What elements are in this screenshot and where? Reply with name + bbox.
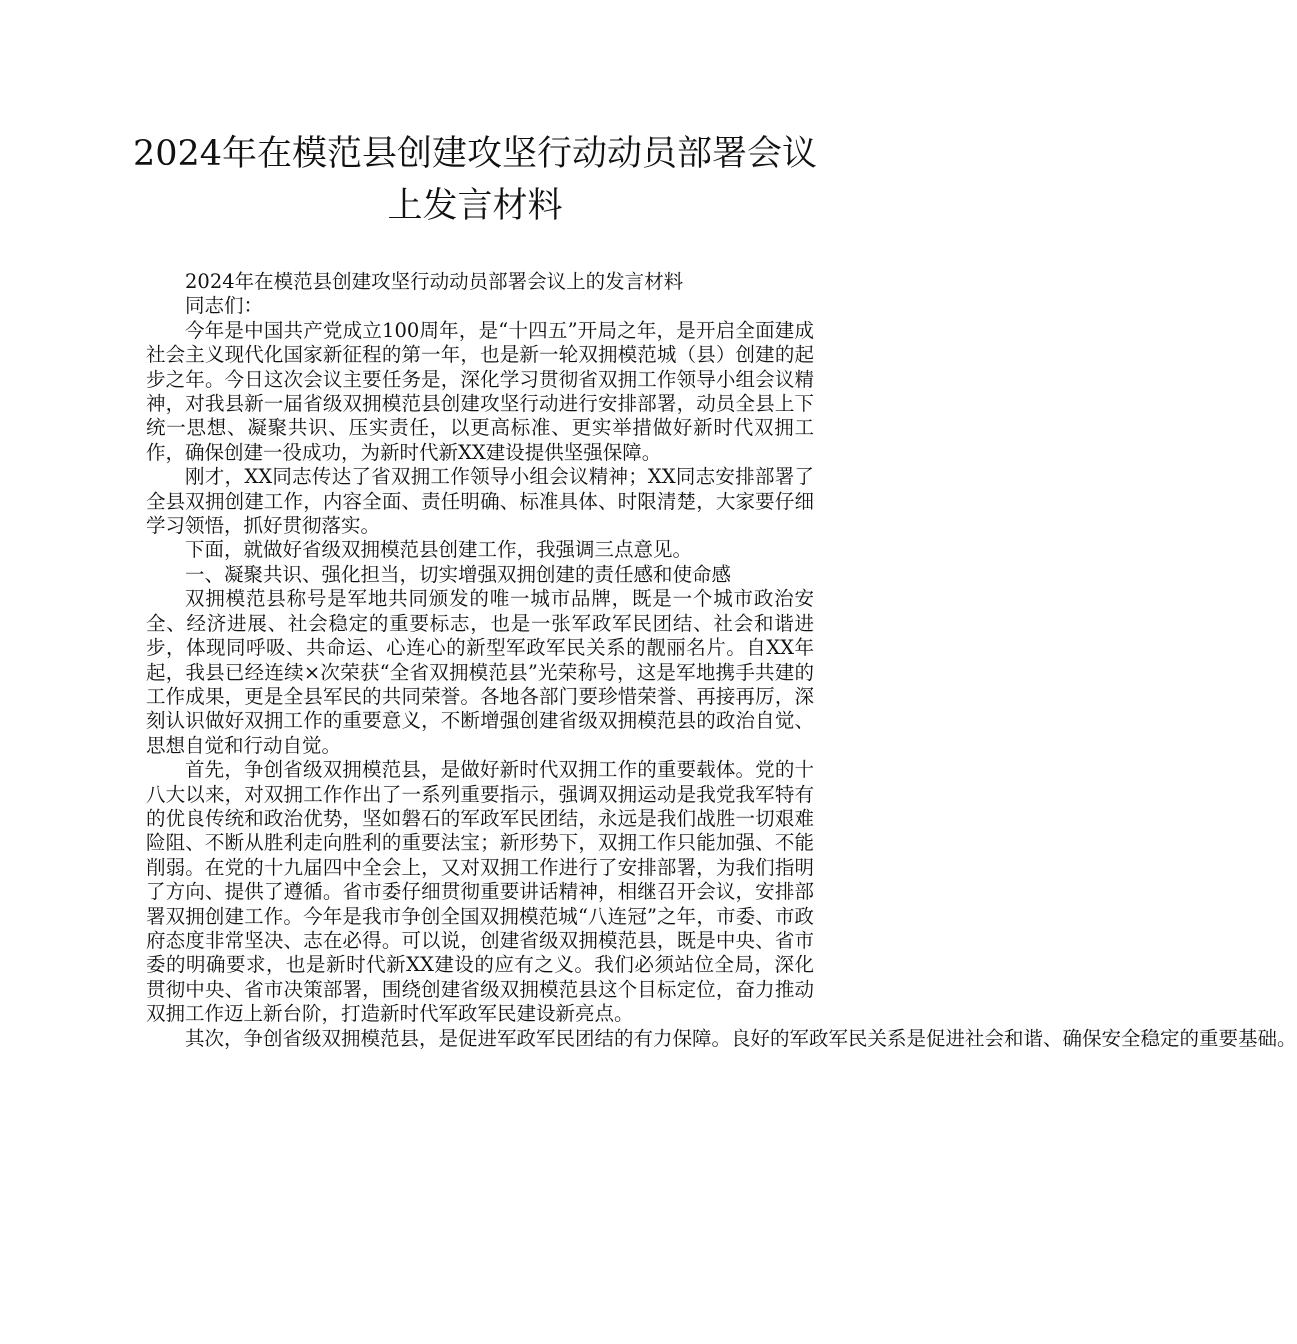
body-paragraph: 刚才，XX同志传达了省双拥工作领导小组会议精神；XX同志安排部署了全县双拥创建工作，内容全面、责任明确、标准具体、时限清楚，大家要仔细学习领悟，抓好贯彻落实。: [146, 465, 814, 538]
body-paragraph: 其次，争创省级双拥模范县，是促进军政军民团结的有力保障。良好的军政军民关系是促进社会和谐、确保安全稳定的重要基础。: [185, 1026, 1297, 1050]
salutation: 同志们：: [185, 294, 264, 318]
section-heading: 一、凝聚共识、强化担当，切实增强双拥创建的责任感和使命感: [185, 562, 732, 586]
document-body: [146, 270, 1297, 1051]
subtitle-paragraph: 2024年在模范县创建攻坚行动动员部署会议上的发言材料: [185, 270, 684, 293]
body-paragraph: 下面，就做好省级双拥模范县创建工作，我强调三点意见。: [185, 538, 693, 562]
body-paragraph: 双拥模范县称号是军地共同颁发的唯一城市品牌，既是一个城市政治安全、经济进展、社会稳定的重要标志，也是一张军政军民团结、社会和谐进步，体现同呼吸、共命运、心连心的新型军政军民关系的靓丽名片。自XX年起，我县已经连续×次荣获“全省双拥模范县”光荣称号，这是军地携手共建的工作成果，更是全县军民的共同荣誉。各地各部门要珍惜荣誉、再接再厉，深刻认识做好双拥工作的重要意义，不断增强创建省级双拥模范县的政治自觉、思想自觉和行动自觉。: [146, 587, 814, 757]
body-paragraph: 首先，争创省级双拥模范县，是做好新时代双拥工作的重要载体。党的十八大以来，对双拥工作作出了一系列重要指示，强调双拥运动是我党我军特有的优良传统和政治优势，坚如磐石的军政军民团结，永远是我们战胜一切艰难险阻、不断从胜利走向胜利的重要法宝；新形势下，双拥工作只能加强、不能削弱。在党的十九届四中全会上，又对双拥工作进行了安排部署，为我们指明了方向、提供了遵循。省市委仔细贯彻重要讲话精神，相继召开会议，安排部署双拥创建工作。今年是我市争创全国双拥模范城“八连冠”之年，市委、市政府态度非常坚决、志在必得。可以说，创建省级双拥模范县，既是中央、省市委的明确要求，也是新时代新XX建设的应有之义。我们必须站位全局，深化贯彻中央、省市决策部署，围绕创建省级双拥模范县这个目标定位，奋力推动双拥工作迈上新台阶，打造新时代军政军民建设新亮点。: [146, 758, 814, 1026]
body-paragraph: 今年是中国共产党成立100周年，是“十四五”开局之年，是开启全面建成社会主义现代化国家新征程的第一年，也是新一轮双拥模范城（县）创建的起步之年。今日这次会议主要任务是，深化学习贯彻省双拥工作领导小组会议精神，对我县新一届省级双拥模范县创建攻坚行动进行安排部署，动员全县上下统一思想、凝聚共识、压实责任，以更高标准、更实举措做好新时代双拥工作，确保创建一役成功，为新时代新XX建设提供坚强保障。: [146, 318, 814, 464]
document-title: 2024年在模范县创建攻坚行动动员部署会议上发言材料: [132, 134, 818, 226]
